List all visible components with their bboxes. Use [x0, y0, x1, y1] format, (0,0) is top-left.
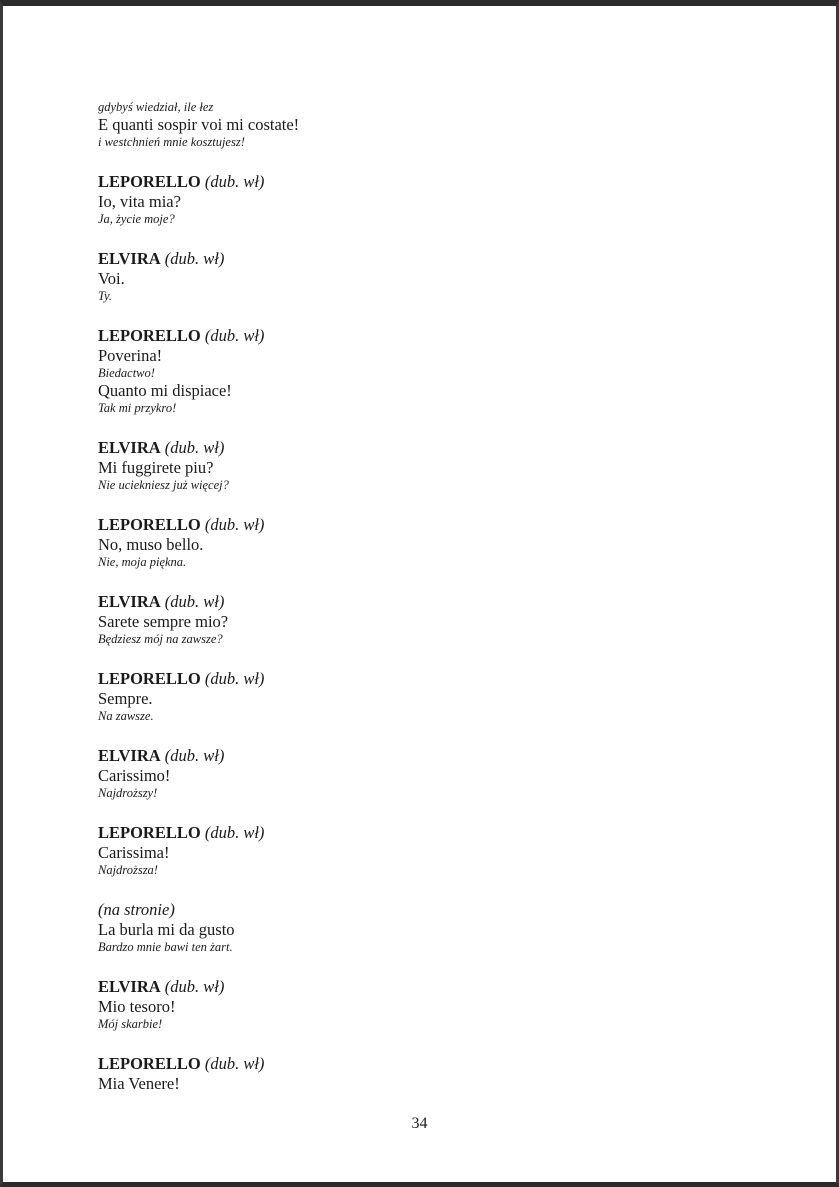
translation-line: Najdroższa! — [98, 863, 158, 877]
speaker-name: ELVIRA — [98, 977, 161, 996]
dialogue-block — [98, 977, 738, 1032]
speaker-name: LEPORELLO — [98, 172, 201, 191]
speaker-heading — [98, 669, 738, 689]
dialogue-block — [98, 900, 738, 955]
dialogue-block — [98, 592, 738, 647]
italian-line: Sempre. — [98, 689, 153, 708]
translation-line: Nie uciekniesz już więcej? — [98, 478, 229, 492]
translation-line: Ty. — [98, 289, 113, 303]
italian-line: La burla mi da gusto — [98, 920, 235, 939]
translation-line: Bardzo mnie bawi ten żart. — [98, 940, 233, 954]
italian-line: Poverina! — [98, 346, 163, 365]
speaker-name: LEPORELLO — [98, 1054, 201, 1073]
dialogue-block — [98, 172, 738, 227]
speaker-note: (dub. wł) — [204, 823, 265, 842]
translation-line: Nie, moja piękna. — [98, 555, 187, 569]
italian-line: Io, vita mia? — [98, 192, 181, 211]
speaker-note: (dub. wł) — [204, 669, 265, 688]
translation-line: Najdroższy! — [98, 786, 158, 800]
speaker-note: (dub. wł) — [204, 515, 265, 534]
dialogue-block — [98, 438, 738, 493]
speaker-heading — [98, 326, 738, 346]
speaker-name: LEPORELLO — [98, 823, 201, 842]
translation-line: i westchnień mnie kosztujesz! — [98, 135, 245, 149]
italian-line: Voi. — [98, 269, 125, 288]
speaker-name: ELVIRA — [98, 249, 161, 268]
speaker-name: ELVIRA — [98, 438, 161, 457]
speaker-name: LEPORELLO — [98, 669, 201, 688]
speaker-heading — [98, 1054, 738, 1074]
speaker-note: (dub. wł) — [204, 172, 265, 191]
stage-direction: (na stronie) — [98, 900, 175, 919]
dialogue-block — [98, 326, 738, 416]
speaker-note: (dub. wł) — [204, 326, 265, 345]
speaker-note: (dub. wł) — [164, 977, 225, 996]
speaker-name: LEPORELLO — [98, 326, 201, 345]
speaker-heading — [98, 823, 738, 843]
intro-block — [98, 99, 738, 150]
speaker-note: (dub. wł) — [204, 1054, 265, 1073]
italian-line: Mi fuggirete piu? — [98, 458, 214, 477]
italian-line: E quanti sospir voi mi costate! — [98, 115, 300, 134]
speaker-heading — [98, 746, 738, 766]
italian-line: Mia Venere! — [98, 1074, 180, 1093]
speaker-note: (dub. wł) — [164, 438, 225, 457]
page-number: 34 — [411, 1115, 428, 1132]
translation-line: Tak mi przykro! — [98, 401, 177, 415]
translation-line: Mój skarbie! — [98, 1017, 163, 1031]
dialogue-block — [98, 249, 738, 304]
speaker-name: ELVIRA — [98, 592, 161, 611]
italian-line: Carissimo! — [98, 766, 171, 785]
speaker-heading — [98, 977, 738, 997]
speaker-heading — [98, 438, 738, 458]
dialogue-blocks — [98, 172, 738, 1093]
italian-line: Carissima! — [98, 843, 170, 862]
italian-line: No, muso bello. — [98, 535, 204, 554]
dialogue-block — [98, 1054, 738, 1093]
dialogue-block — [98, 669, 738, 724]
italian-line: Mio tesoro! — [98, 997, 176, 1016]
translation-line: Będziesz mój na zawsze? — [98, 632, 223, 646]
speaker-note: (dub. wł) — [164, 249, 225, 268]
speaker-name: LEPORELLO — [98, 515, 201, 534]
dialogue-block — [98, 823, 738, 878]
speaker-heading — [98, 592, 738, 612]
dialogue-block — [98, 515, 738, 570]
italian-line: Sarete sempre mio? — [98, 612, 229, 631]
italian-line: Quanto mi dispiace! — [98, 381, 232, 400]
speaker-note: (dub. wł) — [164, 592, 225, 611]
speaker-heading — [98, 515, 738, 535]
dialogue-block — [98, 746, 738, 801]
translation-line: Biedactwo! — [98, 366, 155, 380]
speaker-heading — [98, 172, 738, 192]
translation-line: gdybyś wiedział, ile łez — [98, 100, 214, 114]
speaker-name: ELVIRA — [98, 746, 161, 765]
libretto-text — [98, 99, 738, 1093]
translation-line: Ja, życie moje? — [98, 212, 175, 226]
translation-line: Na zawsze. — [98, 709, 154, 723]
speaker-note: (dub. wł) — [164, 746, 225, 765]
speaker-heading — [98, 249, 738, 269]
